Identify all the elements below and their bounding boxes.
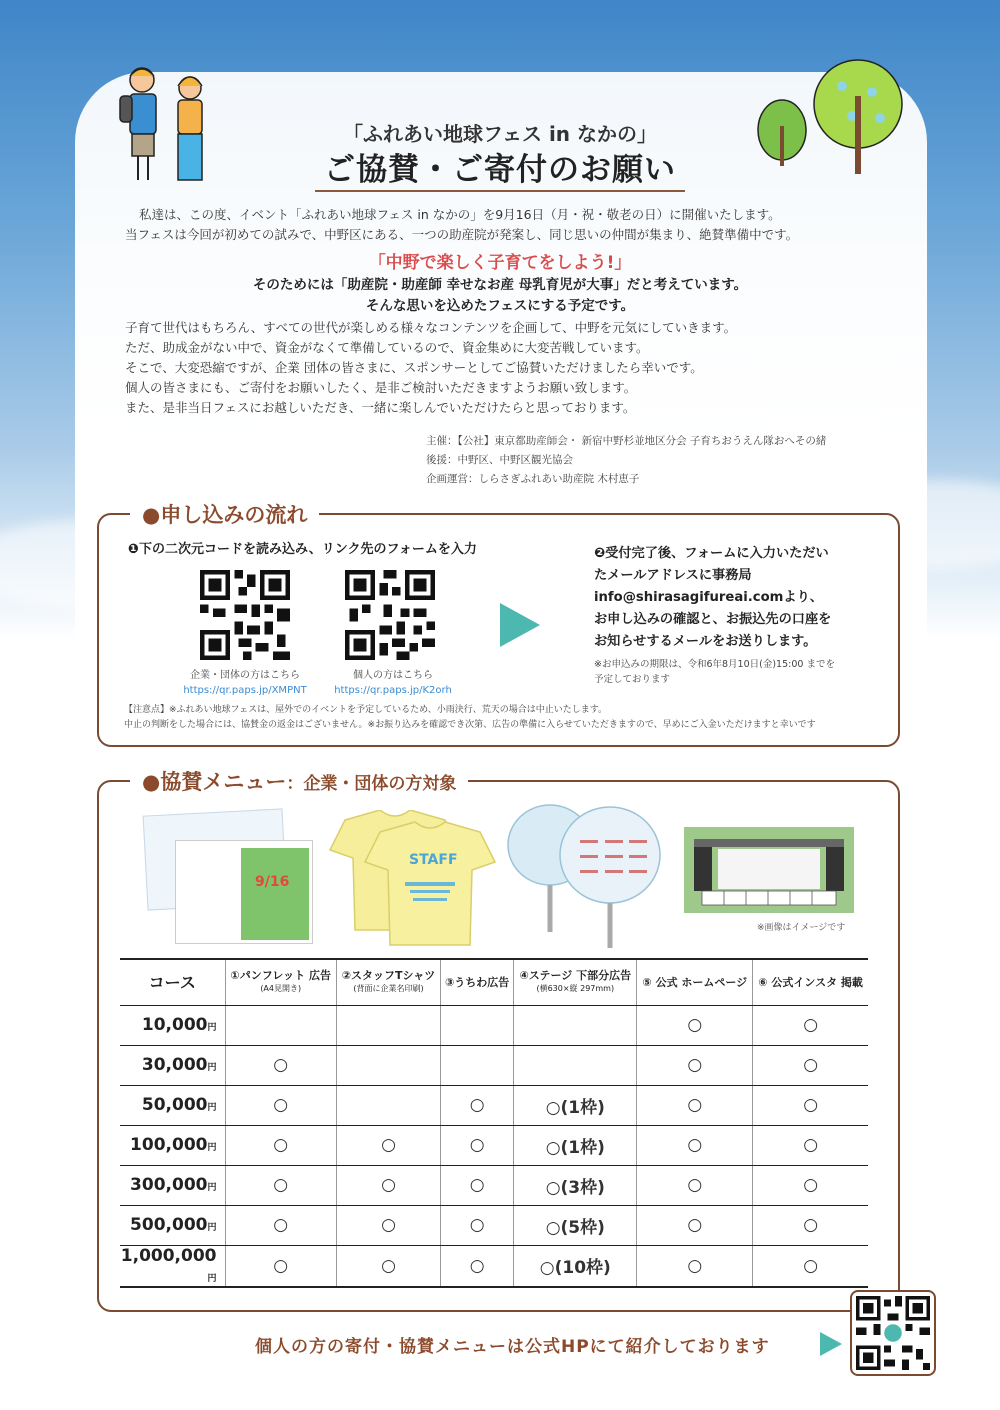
body-line: 個人の皆さまにも、ご寄付をお願いしたく、是非ご検討いただきますようお願い致します。 — [125, 380, 637, 395]
host-line: 主催：【公社】東京都助産師会・ 新宿中野杉並地区分会 子育ちおうえん隊おへその緒 — [426, 435, 827, 447]
deadline-line: 予定しております — [594, 674, 671, 685]
intro-text — [125, 205, 905, 245]
footer-text: 個人の方の寄付・協賛メニューは公式HPにて紹介しております — [255, 1337, 770, 1357]
column-label: ②スタッフTシャツ — [341, 969, 436, 983]
caution-notes — [124, 703, 894, 733]
table-cell — [514, 1165, 637, 1205]
table-cell — [514, 1205, 637, 1245]
table-cell — [336, 1205, 440, 1245]
fan-image — [505, 800, 670, 950]
qr-code-individual[interactable] — [345, 570, 435, 660]
cell-value: ○ — [803, 1135, 819, 1155]
cell-value: ○ — [381, 1135, 396, 1155]
table-cell — [336, 1085, 440, 1125]
tshirt-image — [325, 810, 500, 950]
caution-line: 中止の判断をした場合には、協賛金の返金はございません。※お振り込みを確認でき次第、広告の準備に入らせていただきますので、早めにご入金いただけますと幸いです — [124, 720, 816, 730]
table-cell — [514, 1125, 637, 1165]
table-row — [120, 1245, 868, 1287]
yen-unit: 円 — [207, 1143, 217, 1153]
cell-value: ○ — [803, 1175, 819, 1195]
table-cell — [225, 1165, 336, 1205]
course-amount — [120, 1005, 225, 1045]
support-line: 後援：中野区、中野区観光協会 — [426, 454, 573, 466]
qr-caption-individual — [318, 668, 468, 698]
table-cell — [637, 1085, 753, 1125]
table-cell — [225, 1005, 336, 1045]
cell-value: ○ — [803, 1095, 819, 1115]
table-row — [120, 1205, 868, 1245]
column-sub: (A4見開き) — [260, 984, 302, 994]
step2-line: お申し込みの確認と、お振込先の口座を — [594, 612, 832, 627]
table-cell — [637, 1205, 753, 1245]
table-cell — [336, 1245, 440, 1287]
table-cell — [225, 1205, 336, 1245]
qr-caption-text: 企業・団体の方はこちら — [190, 670, 300, 681]
sponsor-table — [120, 958, 868, 1288]
course-amount — [120, 1245, 225, 1287]
page-title: ご協賛・ご寄付のお願い — [324, 152, 676, 188]
table-cell — [441, 1165, 514, 1205]
qr-link-corporate[interactable]: https://qr.paps.jp/XMPNT — [183, 685, 307, 696]
body-line: 子育て世代はもちろん、すべての世代が楽しめる様々なコンテンツを企画して、中野を元気にしていきます。 — [125, 320, 737, 335]
cell-value: ○(1枠) — [545, 1137, 605, 1158]
qr-code-corporate[interactable] — [200, 570, 290, 660]
cell-value: ○ — [469, 1215, 485, 1235]
bold-statement: そのためには「助産院・助産師 幸せなお産 母乳育児が大事」だと考えています。 — [252, 277, 748, 293]
cell-value: ○ — [273, 1255, 289, 1276]
table-cell — [441, 1245, 514, 1287]
column-sub: (背面に企業名印刷) — [353, 984, 424, 994]
menu-title-text: 協賛メニュー — [160, 770, 287, 794]
deadline-note — [594, 657, 884, 687]
cell-value: ○ — [469, 1175, 485, 1195]
table-cell — [225, 1085, 336, 1125]
arrow-right-icon — [500, 603, 540, 647]
table-header-row — [120, 959, 868, 1005]
table-row — [120, 1045, 868, 1085]
yen-unit: 円 — [207, 1183, 217, 1193]
cell-value: ○ — [469, 1255, 485, 1276]
table-row — [120, 1085, 868, 1125]
table-cell — [514, 1005, 637, 1045]
step2-email: info@shirasagifureai.comより、 — [594, 590, 823, 605]
table-cell — [637, 1005, 753, 1045]
table-cell — [336, 1165, 440, 1205]
title-underline — [315, 190, 685, 192]
management-line: 企画運営：しらさぎふれあい助産院 木村恵子 — [426, 473, 640, 485]
cell-value: ○ — [687, 1255, 703, 1276]
column-header — [225, 959, 336, 1005]
bold-statement: そんな思いを込めたフェスにする予定です。 — [365, 298, 635, 314]
column-header — [637, 959, 753, 1005]
qr-code-official-site[interactable] — [850, 1290, 936, 1376]
course-value: 500,000 — [130, 1215, 208, 1235]
cell-value: ○ — [803, 1255, 819, 1276]
qr-icon — [200, 570, 290, 660]
table-cell — [514, 1045, 637, 1085]
course-value: 100,000 — [130, 1135, 208, 1155]
table-cell — [441, 1125, 514, 1165]
course-value: 1,000,000 — [120, 1245, 217, 1266]
table-cell — [336, 1125, 440, 1165]
subtitle: 「ふれあい地球フェス in なかの」 — [342, 122, 658, 146]
flow-section-title: ●申し込みの流れ — [130, 499, 319, 529]
cell-value: ○ — [687, 1215, 703, 1235]
menu-section-title: ●協賛メニュー：企業・団体の方対象 — [130, 766, 468, 796]
qr-caption-corporate — [170, 668, 320, 698]
yen-unit: 円 — [207, 1103, 217, 1113]
table-row — [120, 1005, 868, 1045]
step2-line: ❷受付完了後、フォームに入力いただい — [594, 546, 829, 561]
menu-title-sub: ：企業・団体の方対象 — [286, 774, 457, 794]
table-cell — [753, 1005, 868, 1045]
column-header — [120, 959, 225, 1005]
step1-text: ❶下の二次元コードを読み込み、リンク先のフォームを入力 — [128, 542, 477, 557]
column-header — [441, 959, 514, 1005]
step2-line: たメールアドレスに事務局 — [594, 568, 752, 583]
course-value: 10,000 — [141, 1015, 208, 1035]
table-cell — [637, 1245, 753, 1287]
column-sub: (横630×縦 297mm) — [536, 984, 615, 994]
arrow-right-icon — [820, 1332, 842, 1356]
cell-value: ○ — [273, 1135, 289, 1155]
cell-value: ○ — [803, 1055, 819, 1075]
table-cell — [336, 1045, 440, 1085]
table-cell — [637, 1045, 753, 1085]
table-cell — [753, 1125, 868, 1165]
table-cell — [225, 1045, 336, 1085]
deadline-line: ※お申込みの期限は、令和6年8月10日(金)15:00 までを — [594, 659, 835, 670]
qr-icon — [345, 570, 435, 660]
image-note: ※画像はイメージです — [757, 923, 846, 933]
course-amount — [120, 1165, 225, 1205]
cell-value: ○ — [687, 1015, 703, 1035]
cell-value: ○(1枠) — [545, 1097, 605, 1118]
course-amount — [120, 1125, 225, 1165]
table-cell — [441, 1085, 514, 1125]
slogan: 「中野で楽しく子育てをしよう!」 — [368, 253, 632, 273]
cell-value: ○ — [803, 1215, 819, 1235]
table-cell — [441, 1205, 514, 1245]
yen-unit: 円 — [207, 1223, 217, 1233]
column-label: コース — [148, 972, 196, 992]
cell-value: ○ — [273, 1215, 289, 1235]
qr-caption-text: 個人の方はこちら — [353, 670, 433, 681]
cell-value: ○ — [469, 1135, 485, 1155]
cell-value: ○(3枠) — [545, 1177, 605, 1198]
cell-value: ○ — [273, 1095, 289, 1115]
table-cell — [441, 1045, 514, 1085]
table-cell — [225, 1125, 336, 1165]
course-amount — [120, 1085, 225, 1125]
table-cell — [514, 1085, 637, 1125]
step2-line: お知らせするメールをお送りします。 — [594, 634, 817, 649]
column-label: ①パンフレット 広告 — [230, 969, 332, 983]
cell-value: ○ — [687, 1175, 703, 1195]
column-label: ⑥ 公式インスタ 掲載 — [758, 975, 863, 989]
column-header — [514, 959, 637, 1005]
cell-value: ○ — [687, 1095, 703, 1115]
table-cell — [637, 1125, 753, 1165]
table-cell — [753, 1205, 868, 1245]
pamphlet-date: 9/16 — [255, 874, 290, 890]
stage-image — [684, 827, 854, 913]
table-cell — [753, 1045, 868, 1085]
cell-value: ○ — [381, 1255, 396, 1276]
table-row — [120, 1165, 868, 1205]
table-cell — [225, 1245, 336, 1287]
column-label: ④ステージ 下部分広告 — [519, 969, 632, 983]
cell-value: ○ — [469, 1095, 485, 1115]
cell-value: ○ — [273, 1175, 289, 1195]
table-cell — [514, 1245, 637, 1287]
table-row — [120, 1125, 868, 1165]
body-line: ただ、助成金がない中で、資金がなくて準備しているので、資金集めに大変苦戦しています。 — [125, 340, 649, 355]
yen-unit: 円 — [207, 1273, 217, 1284]
course-amount — [120, 1045, 225, 1085]
tshirt-staff-text: STAFF — [409, 852, 458, 868]
course-value: 30,000 — [141, 1055, 208, 1075]
cell-value: ○ — [803, 1015, 819, 1035]
step2-text — [594, 543, 894, 653]
yen-unit: 円 — [207, 1063, 217, 1073]
qr-link-individual[interactable]: https://qr.paps.jp/K2orh — [334, 685, 452, 696]
intro-line: 私達は、この度、イベント「ふれあい地球フェス in なかの」を9月16日（月・祝・敬老の日）に開催いたします。 — [139, 207, 781, 222]
column-header — [336, 959, 440, 1005]
intro-line: 当フェスは今回が初めての試みで、中野区にある、一つの助産院が発案し、同じ思いの仲間が集まり、絶賛準備中です。 — [125, 227, 799, 242]
cell-value: ○(5枠) — [545, 1217, 605, 1238]
yen-unit: 円 — [207, 1023, 217, 1033]
intro-body — [125, 318, 905, 418]
cell-value: ○ — [687, 1055, 703, 1075]
cell-value: ○ — [381, 1175, 396, 1195]
cell-value: ○ — [381, 1215, 396, 1235]
column-label: ③うちわ広告 — [444, 975, 510, 989]
organizers — [426, 432, 886, 489]
table-cell — [336, 1005, 440, 1045]
course-value: 50,000 — [141, 1095, 208, 1115]
table-cell — [441, 1005, 514, 1045]
column-header — [753, 959, 868, 1005]
course-amount — [120, 1205, 225, 1245]
course-value: 300,000 — [130, 1175, 208, 1195]
body-line: また、是非当日フェスにお越しいただき、一緒に楽しんでいただけたらと思っております。 — [125, 400, 636, 415]
pamphlet-image — [145, 812, 315, 944]
cell-value: ○ — [273, 1055, 289, 1075]
table-cell — [637, 1165, 753, 1205]
cell-value: ○ — [687, 1135, 703, 1155]
column-label: ⑤ 公式 ホームページ — [642, 975, 748, 989]
body-line: そこで、大変恐縮ですが、企業 団体の皆さまに、スポンサーとしてご協賛いただけましたら幸いです。 — [125, 360, 703, 375]
qr-icon — [856, 1296, 930, 1370]
table-cell — [753, 1245, 868, 1287]
table-cell — [753, 1165, 868, 1205]
caution-line: 【注意点】※ふれあい地球フェスは、屋外でのイベントを予定しているため、小雨決行、荒天の場合は中止いたします。 — [124, 705, 608, 715]
table-cell — [753, 1085, 868, 1125]
flow-title-text: 申し込みの流れ — [160, 503, 308, 527]
cell-value: ○(10枠) — [539, 1258, 611, 1278]
